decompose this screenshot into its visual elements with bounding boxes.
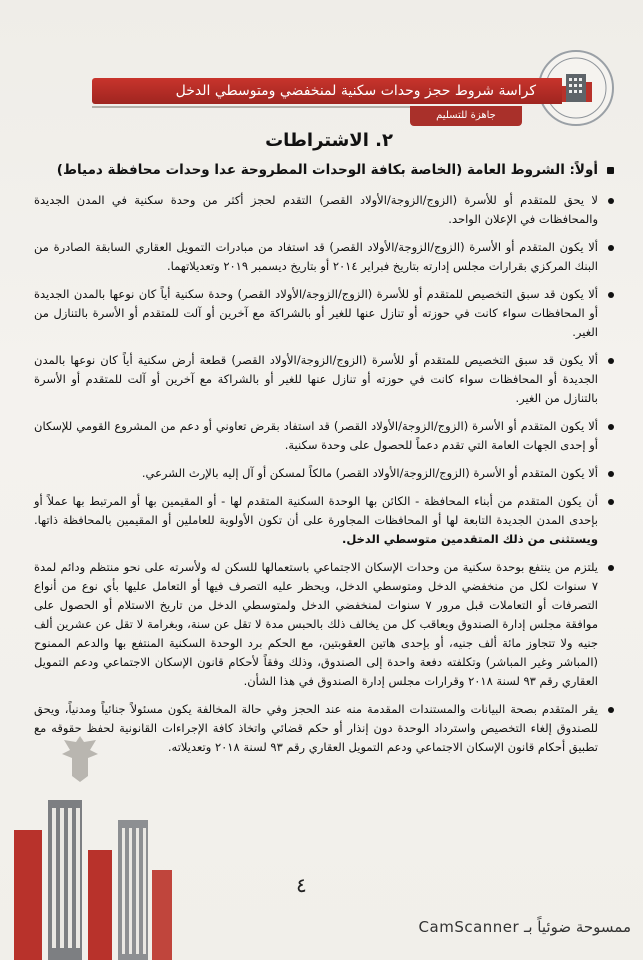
bullet-icon	[608, 198, 614, 204]
list-item	[34, 351, 614, 408]
conditions-list	[34, 160, 614, 766]
residence-text: أن يكون المتقدم من أبناء المحافظة - الكائن بها الوحدة السكنية المتقدم لها - أو المقيمين بها أو المرتبط بها عملاً أو بإحدى المدن الجديدة التابعة لها أو المحافظات المجاورة على أن تكون الأولوية للعاملين أو المقيمين بالمحافظة ذاتها.	[34, 494, 598, 527]
list-item-text: ألا يكون المتقدم أو الأسرة (الزوج/الزوجة/الأولاد القصر) قد استفاد من مبادرات التمويل العقاري السابقة الصادرة من البنك المركزي بقرارات مجلس إدارته بتاريخ فبراير ٢٠١٤ أو بتاريخ ديسمبر ٢٠١٩ وتعديلاتهما.	[34, 240, 598, 273]
bullet-icon	[608, 565, 614, 571]
list-item	[34, 238, 614, 276]
bullet-icon	[608, 424, 614, 430]
section-title: ٢. الاشتراطات	[265, 130, 393, 151]
list-item-commitment	[34, 558, 614, 691]
square-bullet-icon	[607, 167, 614, 174]
list-item	[34, 417, 614, 455]
list-item-text: ألا يكون قد سبق التخصيص للمتقدم أو للأسرة (الزوج/الزوجة/الأولاد القصر) وحدة سكنية أياً كان نوعها بالمدن الجديدة أو المحافظات سواء كانت في حوزته أو تنازل عنها للغير أو بالشراكة مع آخرين أو آلت للمتقدم أو الأسرة بالتنازل من الغير.	[34, 287, 598, 339]
acknowledgement-text: يقر المتقدم بصحة البيانات والمستندات المقدمة منه عند الحجز وفي حالة المخالفة يكون مسئولاً جنائياً ومدنياً، ويحق للصندوق إلغاء التخصيص واسترداد الوحدة دون إنذار أو حكم قضائي واتخاذ كافة الإجراءات القانونية لحفظ حقوقه مع تطبيق أحكام قانون الإسكان الاجتماعي ودعم التمويل العقاري رقم ٩٣ لسنة ٢٠١٨ وتعديلاته.	[34, 702, 598, 754]
main-bullet	[34, 160, 614, 181]
list-item-text: لا يحق للمتقدم أو للأسرة (الزوج/الزوجة/الأولاد القصر) التقدم لحجز أكثر من وحدة سكنية في المدن الجديدة والمحافظات في الإعلان الواحد.	[34, 193, 598, 226]
bullet-icon	[608, 245, 614, 251]
bullet-icon	[608, 292, 614, 298]
bullet-icon	[608, 499, 614, 505]
list-item-text: ألا يكون المتقدم أو الأسرة (الزوج/الزوجة/الأولاد القصر) مالكاً لمسكن أو آل إليه بالإرث الشرعي.	[141, 466, 598, 480]
list-item-text: ألا يكون قد سبق التخصيص للمتقدم أو للأسرة (الزوج/الزوجة/الأولاد القصر) قطعة أرض سكنية أياً كان نوعها بالمدن الجديدة أو المحافظات سواء كانت في حوزته أو تنازل عنها للغير أو بالشراكة مع آخرين أو آلت للمتقدم أو الأسرة بالتنازل من الغير.	[34, 353, 598, 405]
list-item-residence	[34, 492, 614, 549]
bullet-icon	[608, 358, 614, 364]
bullet-icon	[608, 707, 614, 713]
list-item-text: ألا يكون المتقدم أو الأسرة (الزوج/الزوجة/الأولاد القصر) قد استفاد بقرض تعاوني أو دعم من المشروع القومي للإسكان أو إحدى الجهات العامة التي تقدم دعماً للحصول على وحدة سكنية.	[34, 419, 598, 452]
page-number: ٤	[296, 873, 307, 897]
scanner-watermark: ممسوحة ضوئياً بـ CamScanner	[418, 918, 631, 936]
commitment-text: يلتزم من ينتفع بوحدة سكنية من وحدات الإسكان الاجتماعي باستعمالها للسكن له ولأسرته على نحو منتظم ودائم لمدة ٧ سنوات لكل من منخفضي الدخل ومتوسطي الدخل، ويحظر عليه التصرف فيها أو التعامل عليها بأي نوع من أنواع التصرفات أو التعاملات قبل مرور ٧ سنوات لمنخفضي الدخل ولمتوسطي الدخل من تاريخ الاستلام أو الحصول على موافقة مجلس إدارة الصندوق ويعاقب كل من يخالف ذلك بالحبس مدة لا تقل عن سنة، وبغرامة لا تقل عن عشرين ألف جنيه ولا تتجاوز مائة ألف جنيه، أو بإحدى هاتين العقوبتين، مع الحكم برد الوحدة السكنية المنتفع بها والدعم الممنوح (المباشر وغير المباشر) وتكلفته دفعة واحدة إلى الصندوق، وذلك وفقاً لأحكام قانون الإسكان الاجتماعي ودعم التمويل العقاري رقم ٩٣ لسنة ٢٠١٨ وقرارات مجلس إدارة الصندوق في هذا الشأن.	[34, 560, 598, 688]
header-subtitle: جاهزة للتسليم	[410, 106, 522, 126]
buildings-graphic-icon	[0, 760, 200, 960]
list-item	[34, 464, 614, 483]
list-item	[34, 285, 614, 342]
header-divider	[92, 106, 410, 108]
main-bullet-text: أولاً: الشروط العامة (الخاصة بكافة الوحدات المطروحة عدا وحدات محافظة دمياط)	[56, 162, 598, 178]
residence-emphasis: ويستثنى من ذلك المتقدمين متوسطي الدخل.	[341, 532, 598, 546]
header-title: كراسة شروط حجز وحدات سكنية لمنخفضي ومتوسطي الدخل	[92, 78, 562, 104]
list-item	[34, 191, 614, 229]
list-item-acknowledgement	[34, 700, 614, 757]
bullet-icon	[608, 471, 614, 477]
